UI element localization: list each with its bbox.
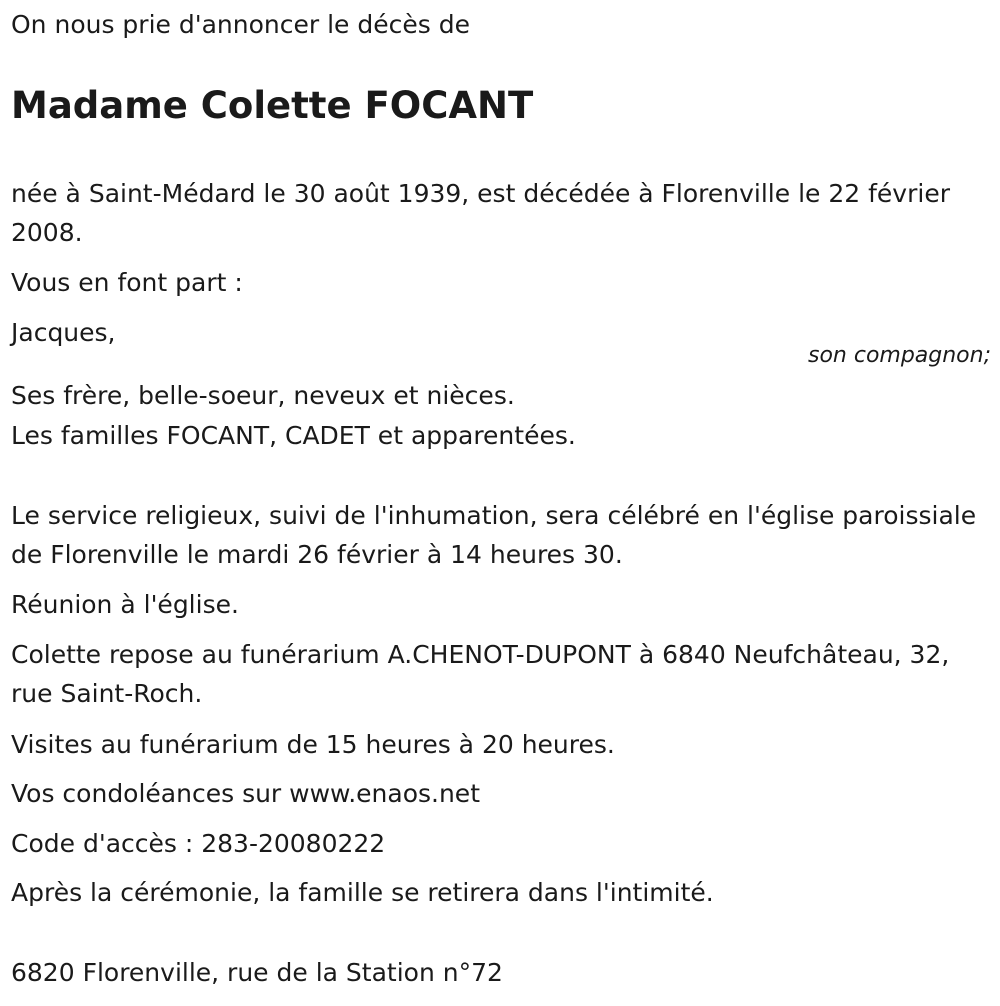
visiting-hours: Visites au funérarium de 15 heures à 20 heures. bbox=[11, 730, 615, 759]
service-details: Le service religieux, suivi de l'inhumation, sera célébré en l'église paroissiale de Florenville le mardi 26 février à 14 heures 30. bbox=[11, 501, 977, 569]
meeting-place: Réunion à l'église. bbox=[11, 590, 239, 619]
siblings-line: Ses frère, belle-soeur, neveux et nièces. bbox=[11, 381, 515, 410]
after-ceremony-note: Après la cérémonie, la famille se retirera dans l'intimité. bbox=[11, 878, 714, 907]
access-code: Code d'accès : 283-20080222 bbox=[11, 829, 386, 858]
birth-death-details: née à Saint-Médard le 30 août 1939, est décédée à Florenville le 22 février 2008. bbox=[11, 179, 950, 247]
announcement-intro: On nous prie d'annoncer le décès de bbox=[11, 10, 470, 39]
families-line: Les familles FOCANT, CADET et apparentées. bbox=[11, 421, 576, 450]
share-intro: Vous en font part : bbox=[11, 268, 243, 297]
deceased-name: Madame Colette FOCANT bbox=[11, 84, 534, 127]
companion-name: Jacques, bbox=[11, 318, 116, 347]
family-address: 6820 Florenville, rue de la Station n°72 bbox=[11, 958, 503, 987]
condolences-website: Vos condoléances sur www.enaos.net bbox=[11, 779, 480, 808]
companion-role: son compagnon; bbox=[807, 343, 991, 368]
rest-place: Colette repose au funérarium A.CHENOT-DUPONT à 6840 Neufchâteau, 32, rue Saint-Roch. bbox=[11, 640, 950, 708]
